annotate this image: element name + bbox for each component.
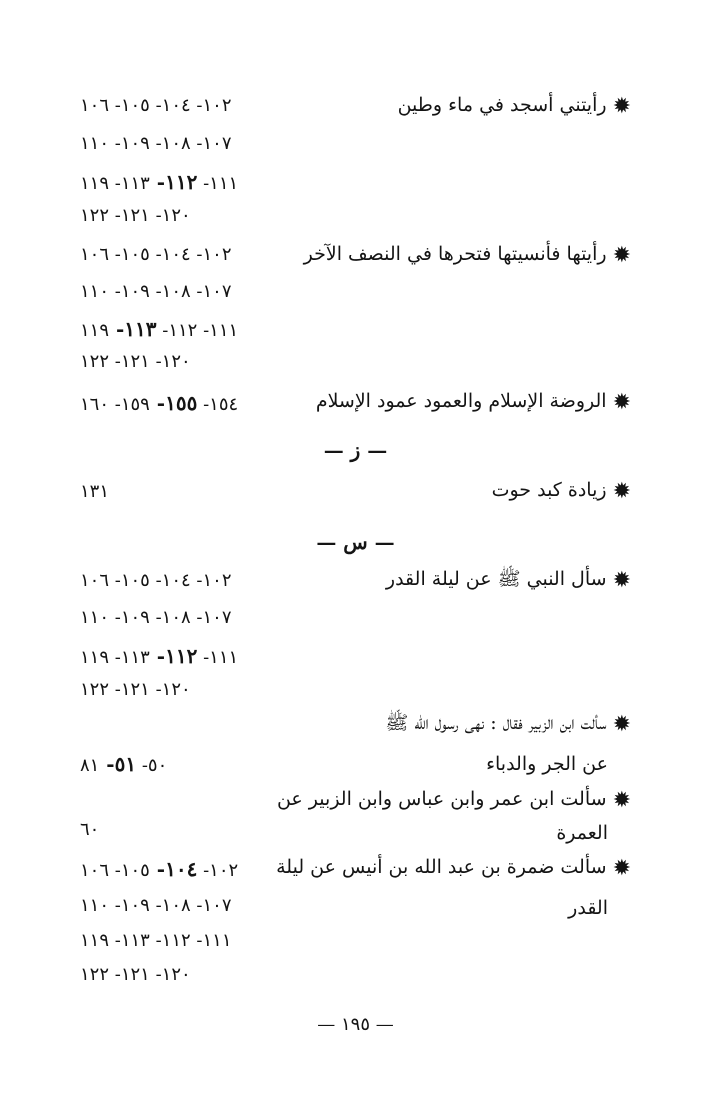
page-refs-line: ١٣١ [80, 481, 110, 502]
page-refs-line: ١٠٧- ١٠٨- ١٠٩- ١١٠ [80, 281, 232, 302]
index-entry-title: ✹رأيتها فأنسيتها فتحرها في النصف الآخر [303, 243, 631, 268]
page-refs-line: ١١١- ١١٢- ١١٣- ١١٩ [80, 317, 239, 341]
page-refs-line: ١٠٧- ١٠٨- ١٠٩- ١١٠ [80, 133, 232, 154]
page-refs-line: ٦٠ [80, 819, 100, 840]
star-bullet-icon: ✹ [612, 479, 631, 504]
star-bullet-icon: ✹ [612, 712, 631, 737]
section-heading: — ز — [323, 438, 388, 462]
page-refs-line: ١٢٠- ١٢١- ١٢٢ [80, 351, 191, 372]
page-refs-line: ٥٠- ٥١- ٨١ [80, 752, 168, 776]
page-refs-line: ١٠٢- ١٠٤- ١٠٥- ١٠٦ [80, 95, 232, 116]
page-refs-line: ١٢٠- ١٢١- ١٢٢ [80, 679, 191, 700]
page-number: — ١٩٥ — [317, 1014, 394, 1035]
section-heading: — س — [316, 530, 395, 554]
page-refs-line: ١١١- ١١٢- ١١٣- ١١٩ [80, 930, 232, 951]
star-bullet-icon: ✹ [612, 788, 631, 813]
index-entry-title: ✹زيادة كبد حوت [491, 479, 631, 504]
index-entry-title: ✹سألت ابن عمر وابن عباس وابن الزبير عن [276, 788, 631, 813]
star-bullet-icon: ✹ [612, 856, 631, 881]
index-entry-title: ✹الروضة الإسلام والعمود عمود الإسلام [315, 390, 631, 415]
index-entry-title: ✹رأيتني أسجد في ماء وطين [397, 94, 631, 119]
index-entry-continuation: عن الجر والدباء [486, 753, 608, 775]
page-refs-line: ١١١- ١١٢- ١١٣- ١١٩ [80, 644, 239, 668]
page-refs-line: ١٠٧- ١٠٨- ١٠٩- ١١٠ [80, 895, 232, 916]
index-entry-title: ✹سأل النبي ﷺ عن ليلة القدر [385, 568, 631, 593]
star-bullet-icon: ✹ [612, 390, 631, 415]
star-bullet-icon: ✹ [612, 94, 631, 119]
index-entry-continuation: العمرة [556, 822, 608, 844]
page-refs-line: ١٠٢- ١٠٤- ١٠٥- ١٠٦ [80, 857, 239, 881]
index-entry-title: ✹سألت ضمرة بن عبد الله بن أنيس عن ليلة [276, 856, 631, 881]
page-refs-line: ١٥٤- ١٥٥- ١٥٩- ١٦٠ [80, 391, 239, 415]
star-bullet-icon: ✹ [612, 243, 631, 268]
page-refs-line: ١٠٢- ١٠٤- ١٠٥- ١٠٦ [80, 244, 232, 265]
index-entry-title: ✹سألت ابن الزبير فقال : نهى رسول الله ﷺ [385, 712, 631, 737]
page-refs-line: ١٢٠- ١٢١- ١٢٢ [80, 205, 191, 226]
page-refs-line: ١١١- ١١٢- ١١٣- ١١٩ [80, 170, 239, 194]
page-refs-line: ١٢٠- ١٢١- ١٢٢ [80, 964, 191, 985]
star-bullet-icon: ✹ [612, 568, 631, 593]
page-refs-line: ١٠٧- ١٠٨- ١٠٩- ١١٠ [80, 607, 232, 628]
index-entry-continuation: القدر [568, 897, 608, 919]
page-refs-line: ١٠٢- ١٠٤- ١٠٥- ١٠٦ [80, 570, 232, 591]
